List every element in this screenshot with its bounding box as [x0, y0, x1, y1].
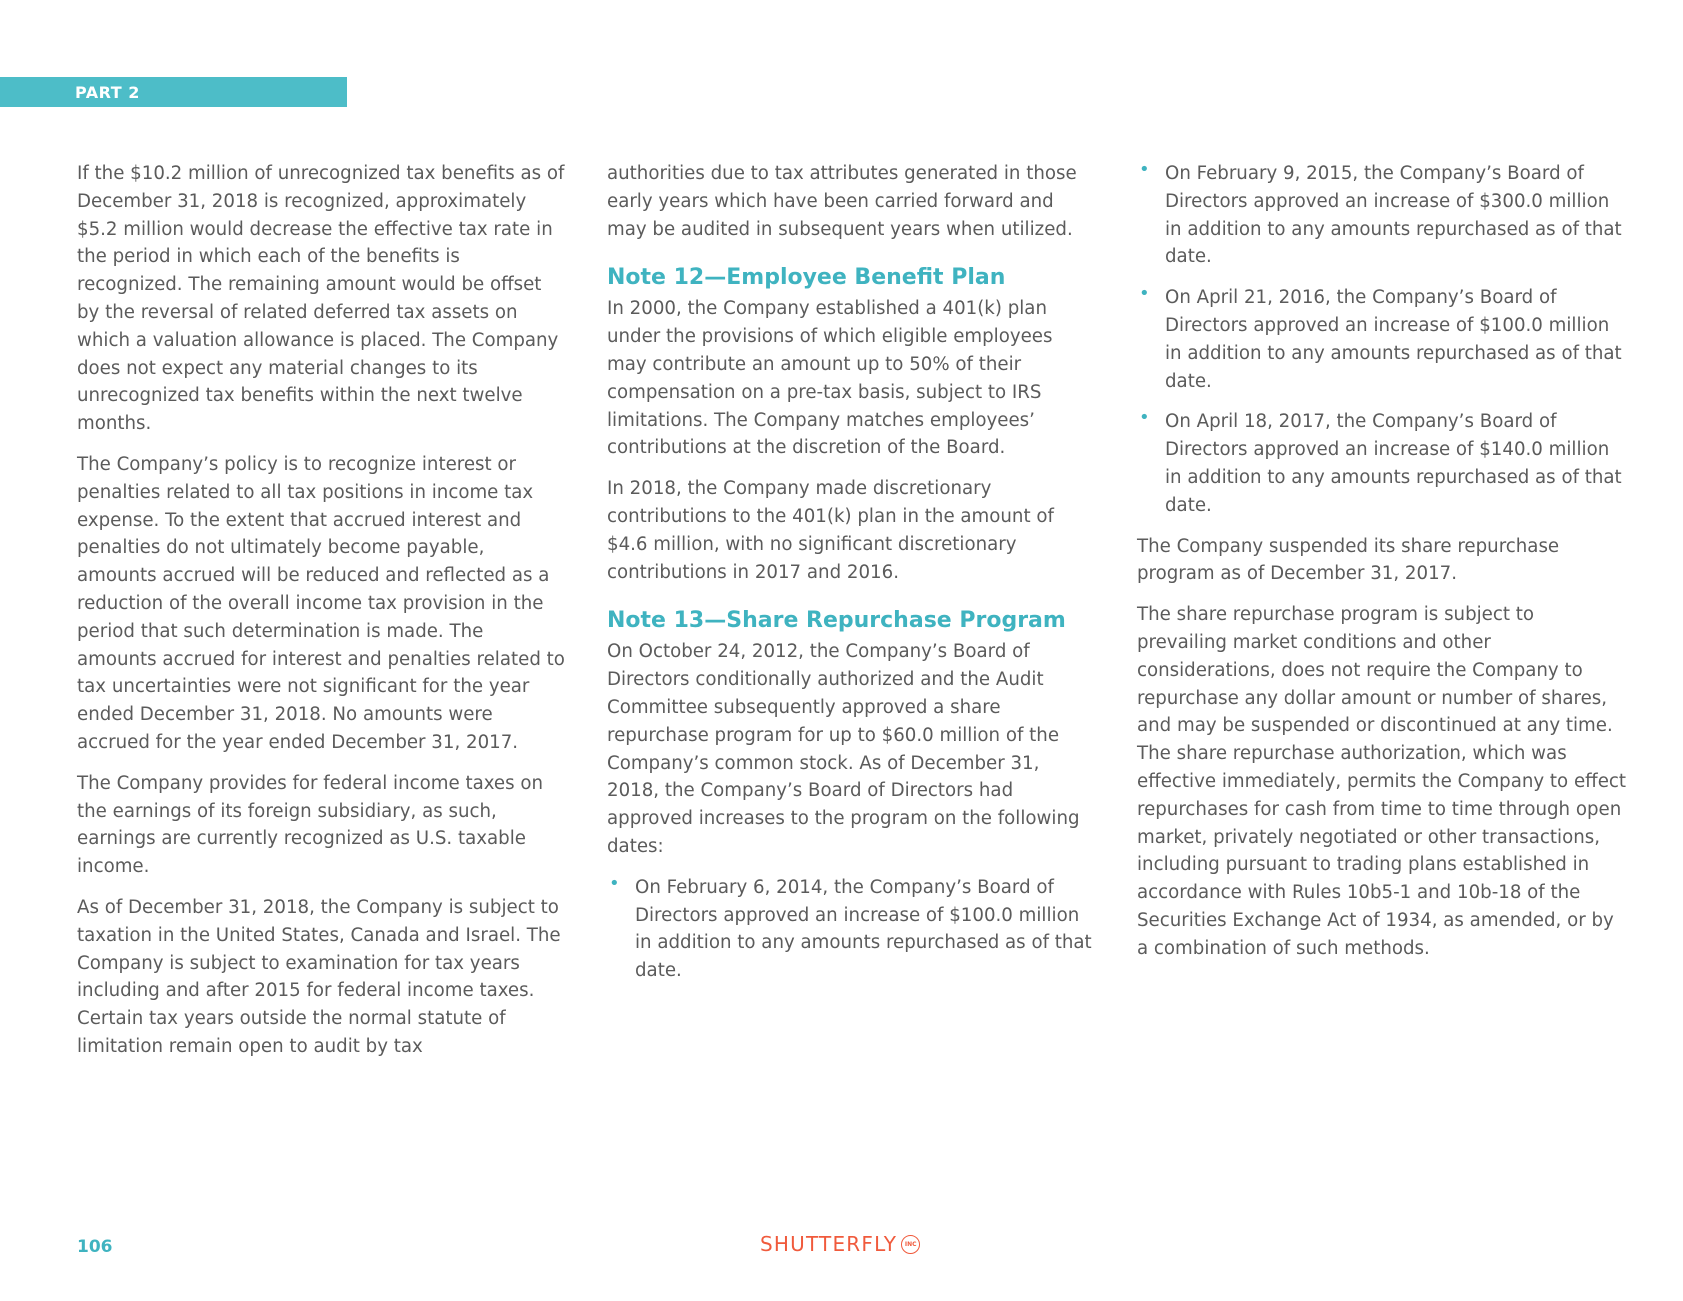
paragraph: The Company suspended its share repurchase program as of December 31, 2017.: [1137, 535, 1560, 585]
bullet-icon: •: [1139, 283, 1150, 305]
note-12-heading: Note 12—Employee Benefit Plan: [607, 265, 1006, 291]
column-middle: [607, 160, 1097, 998]
list-item: [1137, 284, 1627, 395]
list-item: [1137, 408, 1627, 519]
shutterfly-logo: [760, 1232, 920, 1256]
list-item-text: On February 9, 2015, the Company’s Board of Directors approved an increase of $300.0 million in addition to any amounts repurchased as of that date.: [1165, 163, 1622, 268]
list-item-text: On February 6, 2014, the Company’s Board of Directors approved an increase of $100.0 million in addition to any amounts repurchased as of that date.: [635, 876, 1092, 982]
page-number: 106: [77, 1237, 113, 1257]
paragraph: The Company provides for federal income taxes on the earnings of its foreign subsidiary, as such, earnings are currently recognized as U.S. taxable income.: [77, 772, 544, 878]
column-left: [77, 160, 567, 1074]
logo-inc-badge: INC: [901, 1235, 920, 1254]
note-13-heading: Note 13—Share Repurchase Program: [607, 608, 1066, 634]
list-item-text: On April 21, 2016, the Company’s Board of Directors approved an increase of $100.0 million in addition to any amounts repurchased as of that date.: [1165, 287, 1622, 392]
column-right: [1137, 160, 1627, 976]
list-item: [607, 874, 1097, 985]
paragraph: As of December 31, 2018, the Company is subject to taxation in the United States, Canada and Israel. The Company is subject to examination for tax years including and after 2015 for federal income taxes. Certain tax years outside the normal statute of limitation remain open to audit by tax: [77, 896, 561, 1057]
repurchase-dates-list-continued: [1137, 160, 1627, 520]
repurchase-dates-list: [607, 874, 1097, 985]
paragraph: authorities due to tax attributes generated in those early years which have been carried forward and may be audited in subsequent years when utilized.: [607, 163, 1077, 240]
paragraph: In 2018, the Company made discretionary contributions to the 401(k) plan in the amount of $4.6 million, with no significant discretionary contributions in 2017 and 2016.: [607, 478, 1054, 583]
paragraph: The share repurchase program is subject to prevailing market conditions and other considerations, does not require the Company to repurchase any dollar amount or number of shares, and may be suspended or discontinued at any time. The share repurchase authorization, which was effective immediately, permits the Company to effect repurchases for cash from time to time through open market, privately negotiated or other transactions, including pursuant to trading plans established in accordance with Rules 10b5-1 and 10b-18 of the Securities Exchange Act of 1934, as amended, or by a combination of such methods.: [1137, 604, 1627, 959]
paragraph: If the $10.2 million of unrecognized tax benefits as of December 31, 2018 is recognized, approximately $5.2 million would decrease the effective tax rate in the period in which each of the benefits is recognized. The remaining amount would be offset by the reversal of related deferred tax assets on which a valuation allowance is placed. The Company does not expect any material changes to its unrecognized tax benefits within the next twelve months.: [77, 163, 565, 435]
bullet-icon: •: [1139, 407, 1150, 429]
bullet-icon: •: [609, 872, 620, 894]
paragraph: On October 24, 2012, the Company’s Board of Directors conditionally authorized and the Audit Committee subsequently approved a share repurchase program for up to $60.0 million of the Company’s common stock. As of December 31, 2018, the Company’s Board of Directors had approved increases to the program on the following dates:: [607, 641, 1080, 857]
paragraph: In 2000, the Company established a 401(k) plan under the provisions of which eligible employees may contribute an amount up to 50% of their compensation on a pre-tax basis, subject to IRS limitations. The Company matches employees’ contributions at the discretion of the Board.: [607, 298, 1053, 459]
list-item: [1137, 160, 1627, 271]
part-label: PART 2: [75, 83, 140, 102]
bullet-icon: •: [1139, 159, 1150, 180]
part-header-band: [0, 77, 347, 107]
logo-wordmark: SHUTTERFLY: [760, 1232, 898, 1256]
list-item-text: On April 18, 2017, the Company’s Board of Directors approved an increase of $140.0 million in addition to any amounts repurchased as of that date.: [1165, 411, 1622, 516]
paragraph: The Company’s policy is to recognize interest or penalties related to all tax positions in income tax expense. To the extent that accrued interest and penalties do not ultimately become payable, amounts accrued will be reduced and reflected as a reduction of the overall income tax provision in the period that such determination is made. The amounts accrued for interest and penalties related to tax uncertainties were not significant for the year ended December 31, 2018. No amounts were accrued for the year ended December 31, 2017.: [77, 453, 565, 753]
